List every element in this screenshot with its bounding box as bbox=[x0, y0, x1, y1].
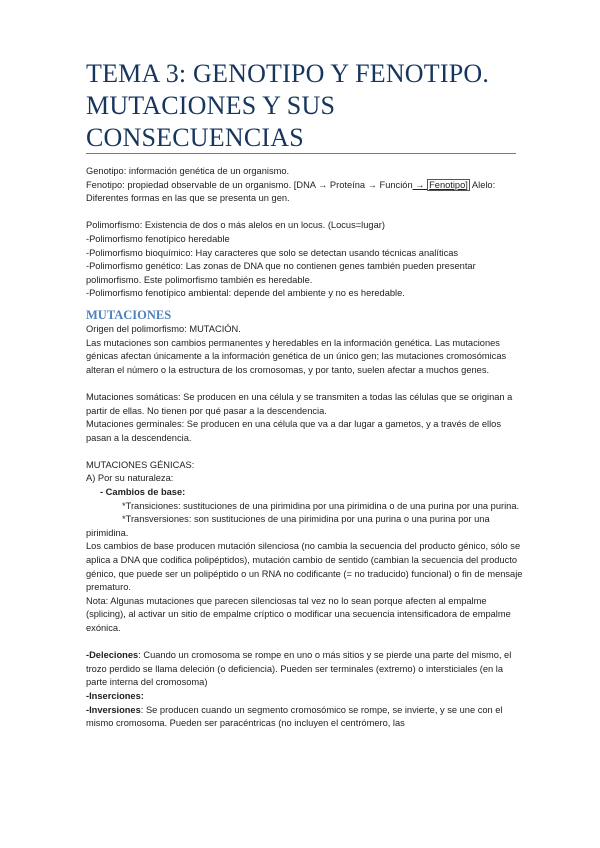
inserciones-content: : bbox=[140, 690, 144, 701]
polimorfismo-definition: Polimorfismo: Existencia de dos o más alelos en un locus. (Locus=lugar) bbox=[86, 220, 385, 231]
list-item: -Polimorfismo bioquímico: Hay caracteres que solo se detectan usando técnicas analíticas bbox=[86, 247, 459, 258]
deleciones-label: -Deleciones bbox=[86, 650, 139, 661]
page-title bbox=[86, 58, 526, 154]
naturaleza-label: A) Por su naturaleza: bbox=[86, 473, 174, 484]
cambios-base-text: Los cambios de base producen mutación silenciosa (no cambia la secuencia del producto génico, sólo se aplica a DNA que codifica polipéptidos), mutación cambio de sentido (cambian la secuencia del producto génico, que puede ser un polipéptido o un RNA no codificante (= no traducido) funcional) o fin de mensaje prematuro. bbox=[86, 541, 523, 593]
transiciones-content: *Transiciones: sustituciones de una pirimidina por una pirimidina o de una purina por una purina. bbox=[122, 500, 520, 511]
section-heading-mutaciones: MUTACIONES bbox=[86, 307, 172, 322]
genicas-heading: MUTACIONES GÉNICAS: bbox=[86, 459, 195, 470]
title-divider bbox=[86, 153, 516, 154]
fenotipo-arrow: → bbox=[412, 179, 428, 190]
nota-text: Nota: Algunas mutaciones que parecen silenciosas tal vez no lo sean porque afecten al empalme (splicing), al activar un sitio de empalme críptico o modificar una secuencia intensificadora de empalme exónica. bbox=[86, 595, 511, 633]
list-item: -Polimorfismo genético: Las zonas de DNA que no contienen genes también pueden presentar polimorfismo. Este polimorfismo también es heredable. bbox=[86, 261, 476, 285]
transversiones-text bbox=[86, 513, 526, 540]
fenotipo-boxed: Fenotipo] bbox=[429, 179, 468, 190]
genotipo-definition: Genotipo: información genética de un organismo. bbox=[86, 166, 290, 176]
somaticas-text: Mutaciones somáticas: Se producen en una célula y se transmiten a todas las células que se originan a partir de ellas. No tienen por qué pasar a la descendencia. bbox=[86, 391, 513, 416]
title-line-2: MUTACIONES Y SUS bbox=[86, 91, 336, 120]
transiciones-text bbox=[86, 500, 526, 514]
cambios-base-label: - Cambios de base: bbox=[100, 487, 186, 498]
inversiones-label: -Inversiones bbox=[86, 704, 141, 715]
fenotipo-definition bbox=[86, 179, 526, 206]
inserciones-text bbox=[86, 690, 526, 704]
fenotipo-text: Fenotipo: propiedad observable de un organismo. [DNA → Proteína → Función bbox=[86, 179, 413, 190]
list-item: -Polimorfismo fenotípico ambiental: depende del ambiente y no es heredable. bbox=[86, 288, 405, 299]
inversiones-content: : Se producen cuando un segmento cromosómico se rompe, se invierte, y se une con el mismo cromosoma. Pueden ser paracéntricas (no incluyen el centrómero, las bbox=[86, 704, 503, 729]
document-body bbox=[86, 165, 526, 731]
deleciones-content: : Cuando un cromosoma se rompe en uno o más sitios y se pierde una parte del mismo, el trozo perdido se llama deleción (o deficiencia). Pueden ser terminales (extremo) o intersticiales (en la parte interna del cromosoma) bbox=[86, 650, 512, 688]
list-item: -Polimorfismo fenotípico heredable bbox=[86, 233, 230, 244]
mutaciones-definition: Las mutaciones son cambios permanentes y heredables en la información genética. Las mutaciones génicas afectan únicamente a la información genética de un único gen; las mutaciones cromosómicas alteran el número o la estructura de los cromosomas, y por tanto, suelen afectar a muchos genes. bbox=[86, 337, 507, 375]
deleciones-text bbox=[86, 649, 526, 690]
title-line-1: TEMA 3: GENOTIPO Y FENOTIPO. bbox=[86, 59, 490, 88]
title-line-3: CONSECUENCIAS bbox=[86, 123, 304, 152]
germinales-text: Mutaciones germinales: Se producen en una célula que va a dar lugar a gametos, y a través de ellos pasan a la descendencia. bbox=[86, 419, 501, 443]
inversiones-text bbox=[86, 704, 526, 731]
origen-text: Origen del polimorfismo: MUTACIÓN. bbox=[86, 323, 241, 334]
alelo-definition: Alelo: Diferentes formas en las que se presenta un gen. bbox=[86, 179, 496, 204]
transversiones-content: *Transversiones: son sustituciones de una pirimidina por una purina o una purina por una pirimidina. bbox=[86, 514, 490, 538]
inserciones-label: -Inserciones bbox=[86, 690, 141, 701]
